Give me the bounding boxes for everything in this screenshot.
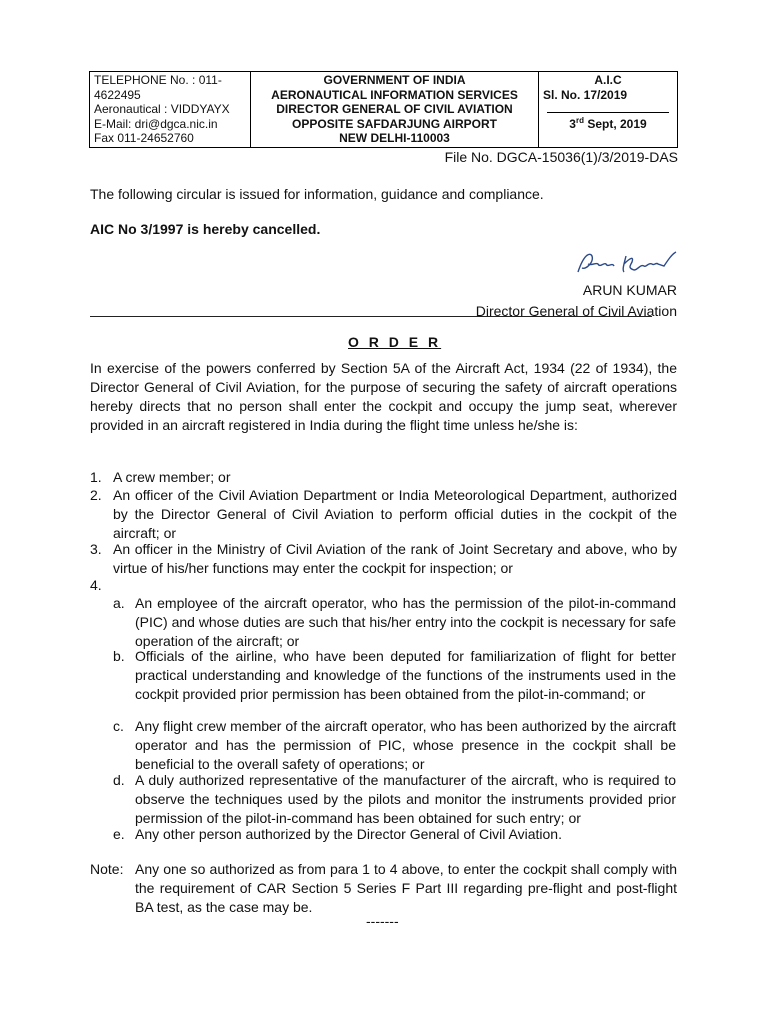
org-line-address: OPPOSITE SAFDARJUNG AIRPORT — [292, 116, 497, 131]
cancellation-notice: AIC No 3/1997 is hereby cancelled. — [90, 221, 321, 237]
intro-text: The following circular is issued for information, guidance and compliance. — [90, 186, 544, 202]
org-line-government: GOVERNMENT OF INDIA — [323, 73, 466, 87]
sub-text: Any other person authorized by the Director General of Civil Aviation. — [135, 826, 562, 842]
email-line: E-Mail: dri@dgca.nic.in — [94, 116, 218, 131]
contact-block — [90, 72, 251, 148]
sub-letter: a. — [113, 595, 125, 611]
sub-text: Any flight crew member of the aircraft operator, who has been authorized by the aircraft operator and has the permission of PIC, whose presence in the cockpit shall be beneficial to the overall safety of operations; or — [135, 718, 676, 772]
date-suffix: rd — [575, 116, 584, 125]
signatory-name: ARUN KUMAR — [582, 282, 677, 298]
list-number: 1. — [90, 469, 102, 485]
list-number: 4. — [90, 577, 102, 593]
aic-divider — [547, 112, 669, 113]
sub-letter: c. — [113, 718, 124, 734]
list-text: An officer of the Civil Aviation Department or India Meteorological Department, authorized by the Director General of Civil Aviation to perform official duties in the cockpit of the aircraft; or — [113, 487, 677, 541]
aeronautical-line: Aeronautical : VIDDYAYX — [94, 102, 230, 116]
sub-text: An employee of the aircraft operator, who has the permission of the pilot-in-command (PIC) and whose duties are such that his/her entry into the cockpit is necessary for safe operation of the aircraft; or — [135, 595, 676, 649]
note-label: Note: — [90, 861, 124, 877]
sub-letter: b. — [113, 648, 125, 664]
fax-line: Fax 011-24652760 — [94, 131, 194, 145]
order-paragraph: In exercise of the powers conferred by Section 5A of the Aircraft Act, 1934 (22 of 1934), the Director General of Civil Aviation, for the purpose of securing the safety of aircraft operations hereby directs that no person shall enter the cockpit and occupy the jump seat, wherever provided in an aircraft registered in India during the flight time unless he/she is: — [90, 360, 677, 433]
sub-text: Officials of the airline, who have been deputed for familiarization of flight for better practical understanding and knowledge of the functions of the instruments used in the cockpit provided prior permission has been obtained from the pilot-in-command; or — [135, 648, 676, 702]
list-number: 3. — [90, 541, 102, 557]
list-text: An officer in the Ministry of Civil Aviation of the rank of Joint Secretary and above, who by virtue of his/her functions may enter the cockpit for inspection; or — [113, 541, 677, 576]
sub-letter: d. — [113, 772, 125, 788]
signatory-title: Director General of Civil Aviation — [475, 303, 677, 319]
signature-image — [574, 248, 684, 281]
org-line-dgca: DIRECTOR GENERAL OF CIVIL AVIATION — [276, 102, 513, 116]
order-heading: O R D E R — [348, 334, 442, 350]
telephone-line: TELEPHONE No. : 011-4622495 — [94, 73, 222, 102]
date-day: 3 — [569, 117, 576, 131]
circular-date — [543, 117, 673, 132]
org-line-city: NEW DELHI-110003 — [339, 131, 450, 145]
aic-block — [539, 72, 678, 148]
sub-text: A duly authorized representative of the manufacturer of the aircraft, who is required to observe the techniques used by the pilots and monitor the instruments provided prior permission of the pilot-in-command has been obtained for such entry; or — [135, 772, 676, 826]
file-number: File No. DGCA-15036(1)/3/2019-DAS — [444, 149, 678, 165]
organization-block — [251, 72, 539, 148]
header-table — [89, 71, 678, 148]
sub-letter: e. — [113, 826, 125, 842]
list-text: A crew member; or — [113, 469, 231, 485]
end-marker: ------- — [366, 913, 399, 929]
org-line-ais: AERONAUTICAL INFORMATION SERVICES — [271, 87, 518, 102]
note-text: Any one so authorized as from para 1 to 4 above, to enter the cockpit shall comply with the requirement of CAR Section 5 Series F Part III regarding pre-flight and post-flight BA test, as the case may be. — [135, 861, 677, 915]
separator-line — [90, 316, 652, 317]
serial-number: Sl. No. 17/2019 — [543, 87, 628, 102]
list-number: 2. — [90, 487, 102, 503]
date-rest: Sept, 2019 — [583, 117, 647, 131]
aic-label: A.I.C — [594, 73, 622, 87]
